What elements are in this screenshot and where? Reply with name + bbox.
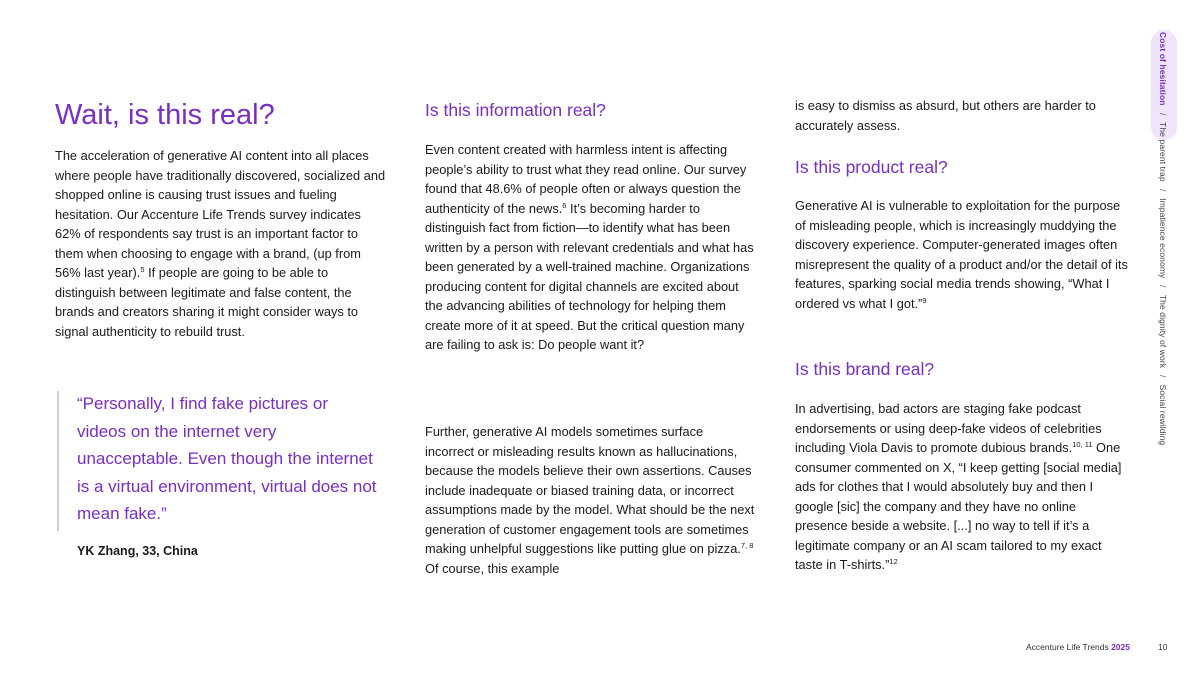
nav-separator: / [1158,188,1168,192]
paragraph-text: It’s becoming harder to distinguish fact from fiction—to identify what has been written by a person with relevant credentials and what has been generated by a well-trained machine. Organizations producing content for digital channels are excited about the advancing abilities of technology for helping them create more of it at speed. But the critical question many are failing to ask is: Do people want it? [425,200,754,352]
footnote-ref[interactable]: 6 [562,200,567,210]
information-paragraph-2 [425,422,755,578]
page-title: Wait, is this real? [55,99,275,131]
paragraph-text: Generative AI is vulnerable to exploitation for the purpose of misleading people, which is increasingly muddying the discovery experience. Computer-generated images often misrepresent the quality of a product and/or the detail of its features, sparking social media trends showing, “What I ordered vs what I got.” [795,198,1128,311]
section-nav [1154,30,1176,570]
paragraph-text: In advertising, bad actors are staging fake podcast endorsements or using deep-fake videos of celebrities including Viola Davis to promote dubious brands. [795,401,1102,455]
footer-year: 2025 [1111,642,1130,652]
continued-paragraph: is easy to dismiss as absurd, but others are harder to accurately assess. [795,98,1096,133]
footnote-ref[interactable]: 7, 8 [740,541,754,550]
nav-separator: / [1158,375,1168,378]
product-paragraph [795,196,1130,313]
intro-text: The acceleration of generative AI content into all places where people have traditionally discovered, socialized and shopped online is causing trust issues and fueling hesitation. Our Accenture Life Trends survey indicates 62% of respondents say trust is an important factor to them when choosing to engage with a brand, (up from 56% last year). [55,148,386,280]
quote-author: YK Zhang, 33, China [77,544,198,558]
footer-brand-name: Accenture Life Trends [1026,642,1109,652]
nav-item-impatience-economy[interactable]: Impatience economy [1158,198,1168,279]
heading-brand-real: Is this brand real? [795,359,935,379]
brand-paragraph [795,399,1130,575]
nav-separator: / [1158,112,1168,116]
footnote-ref[interactable]: 9 [922,295,927,305]
nav-item-parent-trap[interactable]: The parent trap [1158,122,1168,182]
information-paragraph-1 [425,140,755,355]
footnote-ref[interactable]: 5 [140,265,145,274]
paragraph-text: Even content created with harmless intent is affecting people’s ability to trust what they read online. Our survey found that 48.6% of people often or always question the authenticity of the news. [425,142,747,216]
heading-product-real: Is this product real? [795,157,948,177]
intro-text-continued: If people are going to be able to distinguish between legitimate and false content, the brands and creators sharing it might consider ways to signal authenticity to rebuild trust. [55,265,359,339]
intro-paragraph [55,146,390,341]
footnote-ref[interactable]: 12 [889,557,898,566]
heading-information-real: Is this information real? [425,100,606,120]
paragraph-text: Further, generative AI models sometimes surface incorrect or misleading results known as hallucinations, because the models believe their own assertions. Causes include inadequate or biased training data, or incorrect assumptions made by the model. What should be the next generation of customer engagement tools are sometimes making unhelpful suggestions like putting glue on pizza. [425,424,755,556]
paragraph-text: Of course, this example [425,560,560,576]
footer-brand [1026,642,1130,652]
page-number: 10 [1158,642,1168,652]
nav-item-social-rewilding[interactable]: Social rewilding [1158,384,1168,446]
nav-separator: / [1158,285,1168,288]
pull-quote: “Personally, I find fake pictures or videos on the internet very unacceptable. Even though the internet is a virtual environment, virtual does not mean fake.” [77,394,377,523]
nav-item-dignity-of-work[interactable]: The dignity of work [1158,294,1168,369]
nav-item-cost-of-hesitation[interactable]: Cost of hesitation [1158,32,1168,106]
footnote-ref[interactable]: 10, 11 [1072,440,1093,449]
paragraph-text: One consumer commented on X, “I keep getting [social media] ads for clothes that I would absolutely buy and then I google [sic] the company and they have no online presence beside a website. [...] no way to tell if it’s a legitimate company or an AI scam tailored to my exact taste in T-shirts.” [795,440,1122,572]
quote-rule [57,391,59,531]
section-nav-list [1158,32,1168,445]
